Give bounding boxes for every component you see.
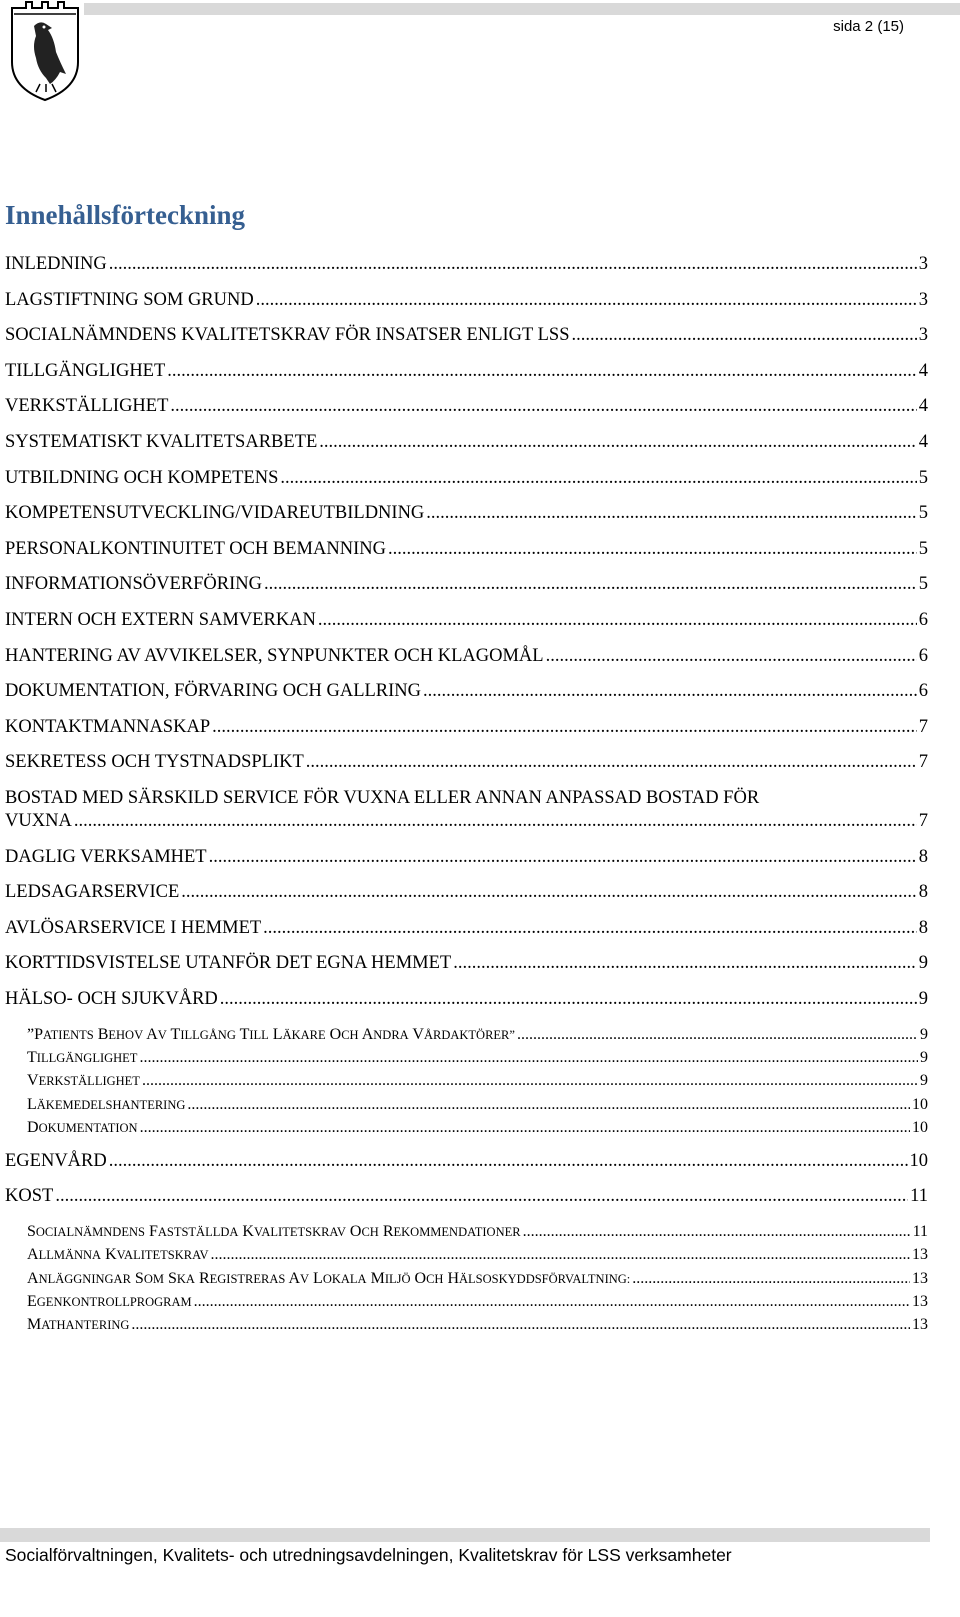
- toc-title: Innehållsförteckning: [5, 200, 246, 230]
- toc-entry[interactable]: [5, 847, 928, 868]
- toc-entry[interactable]: [5, 717, 928, 738]
- toc-entry[interactable]: [5, 953, 928, 974]
- toc-subentry[interactable]: [5, 1049, 928, 1067]
- toc-entry-label: VERKSTÄLLIGHET: [27, 1072, 140, 1090]
- toc-page-number: 13: [912, 1246, 928, 1264]
- toc-page-number: 5: [918, 503, 928, 524]
- dot-leader: [256, 290, 917, 311]
- toc-entry[interactable]: [5, 610, 928, 631]
- toc-entry-label: DOKUMENTATION, FÖRVARING OCH GALLRING: [5, 681, 422, 702]
- toc-entry-line1[interactable]: BOSTAD MED SÄRSKILD SERVICE FÖR VUXNA ELLER ANNAN ANPASSAD BOSTAD FÖR: [5, 788, 760, 808]
- dot-leader: [523, 1223, 911, 1241]
- toc-entry-label: ALLMÄNNA KVALITETSKRAV: [27, 1246, 209, 1264]
- dot-leader: [109, 1151, 908, 1172]
- toc-page-number: 13: [912, 1269, 928, 1287]
- toc-page-number: 6: [918, 610, 928, 630]
- toc-entry[interactable]: [5, 1186, 928, 1207]
- footer-rule: [0, 1528, 930, 1542]
- toc-entry-label: SYSTEMATISKT KVALITETSARBETE: [5, 432, 318, 452]
- toc-entry-label: DAGLIG VERKSAMHET: [5, 846, 207, 867]
- footer-text: Socialförvaltningen, Kvalitets- och utredningsavdelningen, Kvalitetskrav för LSS verksamheter: [5, 1545, 732, 1565]
- dot-leader: [572, 325, 917, 346]
- toc-entry-label: TILLGÄNGLIGHET: [5, 360, 166, 381]
- dot-leader: [131, 1316, 910, 1334]
- toc-subentry[interactable]: [5, 1223, 928, 1241]
- toc-entry[interactable]: [5, 918, 928, 939]
- toc-entry-label: SOCIALNÄMNDENS FASTSTÄLLDA KVALITETSKRAV OCH REKOMMENDATIONER: [27, 1222, 521, 1240]
- toc-page-number: 5: [918, 574, 928, 595]
- toc-entry[interactable]: [5, 361, 928, 382]
- toc-entry-label: KOMPETENSUTVECKLING/VIDAREUTBILDNING: [5, 503, 425, 524]
- dot-leader: [211, 1246, 910, 1264]
- toc-entry[interactable]: [5, 539, 928, 560]
- toc-page-number: 9: [920, 1072, 928, 1090]
- toc-page-number: 9: [918, 989, 928, 1009]
- toc-entry-label: EGENKONTROLLPROGRAM: [27, 1293, 192, 1310]
- falcon-crest-icon: [6, 0, 84, 104]
- toc-subentry[interactable]: [5, 1119, 928, 1137]
- toc-entry-label: HANTERING AV AVVIKELSER, SYNPUNKTER OCH KLAGOMÅL: [5, 645, 544, 666]
- toc-entry-label: PERSONALKONTINUITET OCH BEMANNING: [5, 538, 386, 559]
- dot-leader: [546, 646, 917, 667]
- toc-entry-label: TILLGÄNGLIGHET: [27, 1049, 138, 1066]
- toc-entry-label: VUXNA: [5, 811, 72, 831]
- dot-leader: [139, 1049, 918, 1067]
- toc-entry-label: LAGSTIFTNING SOM GRUND: [5, 289, 254, 310]
- toc-entry-label: ANLÄGGNINGAR SOM SKA REGISTRERAS AV LOKALA MILJÖ OCH HÄLSOSKYDDSFÖRVALTNING:: [27, 1269, 631, 1287]
- toc-entry[interactable]: [5, 811, 928, 832]
- toc-entry-label: SOCIALNÄMNDENS KVALITETSKRAV FÖR INSATSER ENLIGT LSS: [5, 325, 570, 346]
- dot-leader: [220, 989, 917, 1010]
- dot-leader: [142, 1072, 918, 1090]
- toc-page-number: 11: [910, 1186, 928, 1207]
- dot-leader: [209, 847, 917, 868]
- dot-leader: [423, 681, 917, 702]
- toc-page-number: 9: [920, 1049, 928, 1066]
- toc-subentry[interactable]: [5, 1293, 928, 1311]
- toc-page-number: 7: [918, 811, 928, 831]
- toc-entry[interactable]: [5, 432, 928, 453]
- dot-leader: [280, 468, 916, 489]
- toc-entry-label: MATHANTERING: [27, 1316, 130, 1334]
- header-rule: [84, 3, 960, 15]
- dot-leader: [453, 953, 917, 974]
- toc-entry-label: LEDSAGARSERVICE: [5, 882, 180, 903]
- dot-leader: [426, 503, 916, 524]
- dot-leader: [170, 396, 916, 417]
- dot-leader: [55, 1186, 908, 1207]
- dot-leader: [140, 1119, 910, 1137]
- toc-entry-label: ”PATIENTS BEHOV AV TILLGÅNG TILL LÄKARE OCH ANDRA VÅRDAKTÖRER”: [27, 1025, 515, 1043]
- toc-page-number: 3: [918, 254, 928, 274]
- dot-leader: [212, 717, 917, 738]
- toc-subentry[interactable]: [5, 1316, 928, 1334]
- toc-entry[interactable]: [5, 290, 928, 311]
- toc-page-number: 6: [918, 645, 928, 666]
- toc-entry[interactable]: [5, 646, 928, 667]
- toc-subentry[interactable]: [5, 1096, 928, 1114]
- toc-page-number: 3: [918, 289, 928, 310]
- dot-leader: [632, 1270, 910, 1288]
- dot-leader: [187, 1096, 910, 1114]
- toc-page-number: 5: [918, 538, 928, 559]
- toc-entry-label: INLEDNING: [5, 254, 107, 274]
- toc-page-number: 5: [918, 467, 928, 488]
- dot-leader: [109, 254, 917, 275]
- toc-entry[interactable]: [5, 396, 928, 417]
- dot-leader: [318, 610, 917, 631]
- toc-entry[interactable]: [5, 468, 928, 489]
- toc-entry-label: UTBILDNING OCH KOMPETENS: [5, 467, 279, 488]
- dot-leader: [194, 1293, 910, 1311]
- toc-entry-label: HÄLSO- OCH SJUKVÅRD: [5, 989, 218, 1009]
- toc-page-number: 7: [918, 716, 928, 737]
- dot-leader: [388, 539, 917, 560]
- toc-subentry[interactable]: [5, 1246, 928, 1264]
- toc-page-number: 13: [912, 1316, 928, 1334]
- toc-page-number: 7: [918, 752, 928, 773]
- toc-page-number: 6: [918, 681, 928, 702]
- dot-leader: [181, 882, 916, 903]
- dot-leader: [319, 432, 916, 453]
- toc-entry[interactable]: [5, 574, 928, 595]
- toc-entry[interactable]: [5, 503, 928, 524]
- toc-page-number: 10: [912, 1095, 928, 1113]
- toc-page-number: 11: [912, 1222, 928, 1240]
- toc-page-number: 8: [918, 882, 928, 903]
- toc-page-number: 4: [918, 360, 928, 381]
- dot-leader: [264, 574, 917, 595]
- toc-subentry[interactable]: [5, 1072, 928, 1090]
- toc-entry[interactable]: [5, 882, 928, 903]
- toc-entry[interactable]: [5, 325, 928, 346]
- toc-page-number: 9: [920, 1025, 928, 1043]
- toc-page-number: 4: [918, 432, 928, 452]
- dot-leader: [74, 811, 917, 832]
- toc-entry-label: KOST: [5, 1186, 54, 1207]
- dot-leader: [306, 752, 917, 773]
- toc-entry-label: SEKRETESS OCH TYSTNADSPLIKT: [5, 752, 304, 773]
- dot-leader: [167, 361, 916, 382]
- toc-page-number: 8: [918, 917, 928, 938]
- toc-entry-label: AVLÖSARSERVICE I HEMMET: [5, 917, 262, 938]
- toc-entry-label: EGENVÅRD: [5, 1150, 107, 1171]
- toc-entry[interactable]: [5, 1151, 928, 1172]
- toc-subentry[interactable]: [5, 1026, 928, 1044]
- toc-entry-label: DOKUMENTATION: [27, 1119, 138, 1137]
- toc-entry-label: LÄKEMEDELSHANTERING: [27, 1095, 186, 1113]
- toc-page-number: 4: [918, 396, 928, 417]
- toc-entry[interactable]: [5, 681, 928, 702]
- toc-entry[interactable]: [5, 254, 928, 275]
- toc-subentry[interactable]: [5, 1270, 928, 1288]
- toc-page-number: 13: [912, 1293, 928, 1310]
- dot-leader: [263, 918, 917, 939]
- toc-entry-label: INFORMATIONSÖVERFÖRING: [5, 574, 262, 595]
- dot-leader: [517, 1026, 918, 1044]
- toc-page-number: 10: [912, 1119, 928, 1137]
- page-number: sida 2 (15): [833, 18, 904, 35]
- toc-entry-label: VERKSTÄLLIGHET: [5, 396, 169, 417]
- toc-entry-label: KORTTIDSVISTELSE UTANFÖR DET EGNA HEMMET: [5, 953, 452, 974]
- toc-page-number: 10: [909, 1150, 928, 1171]
- toc-entry[interactable]: [5, 752, 928, 773]
- toc-page-number: 8: [918, 846, 928, 867]
- toc-entry[interactable]: [5, 989, 928, 1010]
- toc-page-number: 9: [918, 953, 928, 974]
- toc-entry-label: KONTAKTMANNASKAP: [5, 716, 211, 737]
- toc-entry-label: INTERN OCH EXTERN SAMVERKAN: [5, 610, 316, 630]
- toc-page-number: 3: [918, 325, 928, 346]
